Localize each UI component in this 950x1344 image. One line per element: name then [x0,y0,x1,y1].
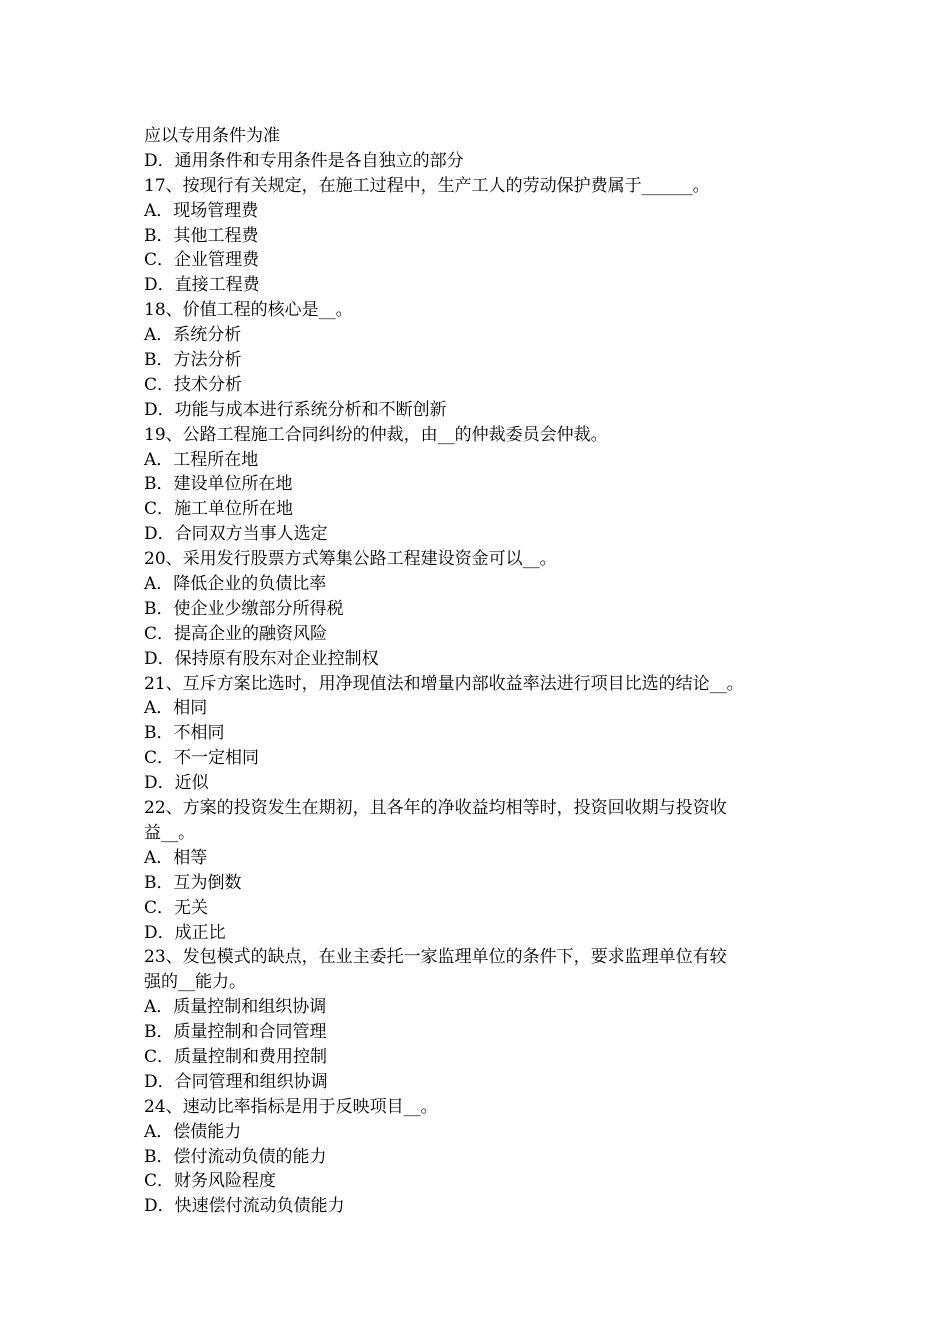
question-23-continued: 强的__能力。 [144,972,246,993]
option-line: B．偿付流动负债的能力 [144,1146,327,1167]
option-line: B．建设单位所在地 [144,474,293,495]
option-line: B．方法分析 [144,350,242,371]
option-line: D．保持原有股东对企业控制权 [144,648,379,669]
option-line: D．快速偿付流动负债能力 [144,1196,345,1217]
text-line: 应以专用条件为准 [144,126,280,146]
option-line: C．不一定相同 [144,748,260,769]
question-22-continued: 益__。 [144,822,195,843]
option-line: A．现场管理费 [144,200,259,221]
option-line: C．质量控制和费用控制 [144,1046,328,1067]
document-body [144,124,824,1219]
option-line: A．相等 [144,847,208,868]
question-21: 21、互斥方案比选时，用净现值法和增量内部收益率法进行项目比选的结论__。 [144,673,744,694]
option-line: A．偿债能力 [144,1121,242,1142]
option-line: C．施工单位所在地 [144,499,294,520]
option-line: A．相同 [144,698,208,719]
option-line: D．成正比 [144,922,226,943]
question-24: 24、速动比率指标是用于反映项目__。 [144,1096,438,1117]
question-18: 18、价值工程的核心是__。 [144,300,353,321]
option-line: B．不相同 [144,723,225,744]
option-line: C．技术分析 [144,374,243,395]
option-line: D．功能与成本进行系统分析和不断创新 [144,399,447,420]
option-line: C．无关 [144,897,209,918]
question-23: 23、发包模式的缺点，在业主委托一家监理单位的条件下，要求监理单位有较 [144,947,727,968]
option-line: D．近似 [144,773,209,794]
option-line: D．直接工程费 [144,275,260,296]
question-22: 22、方案的投资发生在期初，且各年的净收益均相等时，投资回收期与投资收 [144,798,727,819]
option-line: D．合同双方当事人选定 [144,524,328,545]
option-line: A．系统分析 [144,325,242,346]
text-line: D．通用条件和专用条件是各自独立的部分 [144,150,464,171]
option-line: C．财务风险程度 [144,1171,277,1192]
option-line: A．工程所在地 [144,449,259,470]
question-19: 19、公路工程施工合同纠纷的仲裁，由__的仲裁委员会仲裁。 [144,424,608,445]
option-line: B．互为倒数 [144,872,242,893]
question-20: 20、采用发行股票方式筹集公路工程建设资金可以__。 [144,549,557,570]
option-line: A．降低企业的负债比率 [144,574,327,595]
option-line: C．企业管理费 [144,250,260,271]
option-line: B．使企业少缴部分所得税 [144,598,344,619]
question-17: 17、按现行有关规定，在施工过程中，生产工人的劳动保护费属于______。 [144,175,710,196]
option-line: B．其他工程费 [144,225,259,246]
option-line: D．合同管理和组织协调 [144,1071,328,1092]
option-line: C．提高企业的融资风险 [144,623,328,644]
option-line: B．质量控制和合同管理 [144,1022,327,1043]
option-line: A．质量控制和组织协调 [144,997,327,1018]
